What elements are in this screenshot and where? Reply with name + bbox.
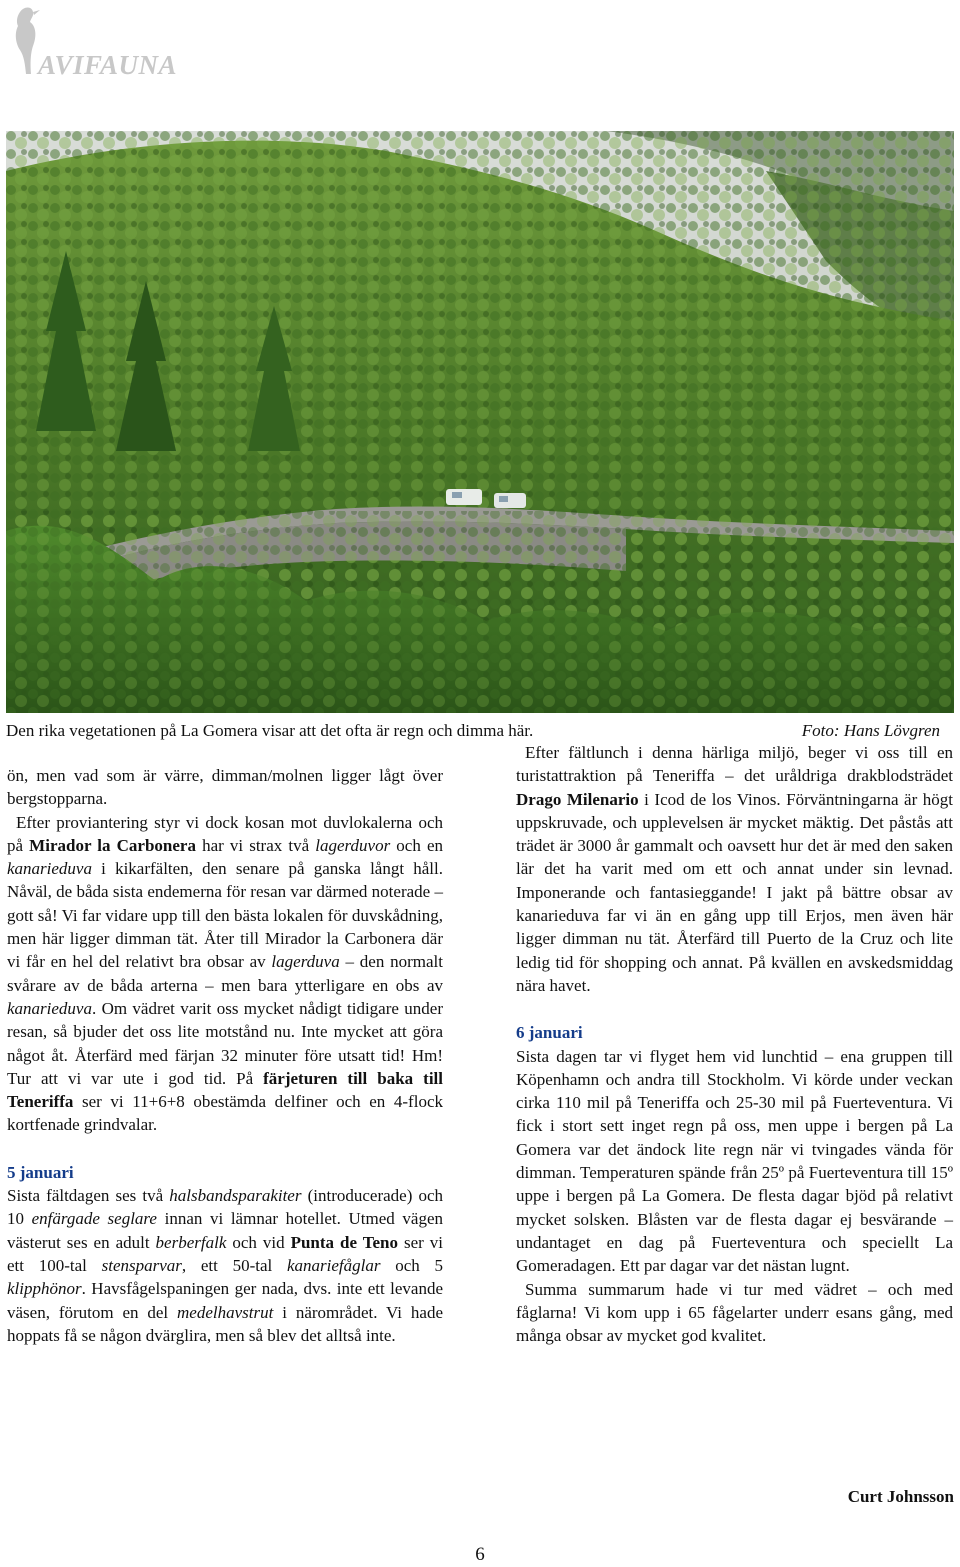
paragraph: Summa summarum hade vi tur med vädret – och med fåglarna! Vi kom upp i 65 fågelarter underr esans gång, med många obsar av mycket god kvalitet.: [516, 1279, 953, 1346]
van-1: [446, 489, 482, 505]
avifauna-logo: [6, 4, 186, 80]
paragraph: Sista fältdagen ses två halsbandsparakiter (introducerade) och 10 enfärgade seglare innan vi lämnar hotellet. Utmed vägen västerut ses en adult berberfalk och vid Punta de Teno ser vi ett 100-tal stensparvar, ett 50-tal kanariefåglar och 5 klipphönor. Havsfågelspaningen ger nada, dvs. inte ett levande väsen, förutom en del medelhavstrut i närområdet. Vi hade hoppats få se någon dvärglira, men så blev det alltså inte.: [7, 1186, 443, 1345]
page-number: 6: [475, 1544, 485, 1565]
left-column: [7, 764, 443, 1347]
author-signature: Curt Johnsson: [847, 1487, 954, 1506]
caption-text: Den rika vegetationen på La Gomera visar att det ofta är regn och dimma här.: [6, 721, 534, 740]
landscape-photo: [6, 131, 954, 713]
section-heading: 5 januari: [7, 1162, 74, 1182]
photo-credit: Foto: Hans Lövgren: [801, 721, 940, 740]
section-heading: 6 januari: [516, 1023, 583, 1043]
right-column: [516, 741, 953, 1347]
paragraph: Efter proviantering styr vi dock kosan mot duvlokalerna och på Mirador la Carbonera har vi strax två lagerduvor och en kanarieduva i kikarfälten, den senare på ganska långt håll. Nåväl, de båda sista endemerna för resan var därmed noterade – gott så! Vi far vidare upp till den bästa lokalen för duvskådning, men här ligger dimman tät. Åter till Mirador la Carbonera där vi får en hel del relativt bra obsar av lagerduva – den normalt svårare av de båda arterna – men bara ytterligare en obs av kanarieduva. Om vädret varit oss mycket nådigt tidigare under resan, så bjuder det oss lite motstånd nu. Inte mycket att göra något åt. Återfärd med färjan 32 minuter före utsatt tid! Hm! Tur att vi var ute i god tid. På färjeturen till baka till Teneriffa ser vi 11+6+8 obestämda delfiner och en 4-flock kortfenade grindvalar.: [7, 812, 444, 1135]
logo-text: AVIFAUNA: [38, 50, 178, 80]
paragraph: ön, men vad som är värre, dimman/molnen ligger lågt över bergstopparna.: [7, 766, 443, 809]
paragraph: Sista dagen tar vi flyget hem vid lunchtid – ena gruppen till Köpenhamn och andra till Stockholm. Vi körde under veckan cirka 110 mil på Teneriffa och 25-30 mil på Fuerteventura. Vi fick i stort sett inget regn på oss, men uppe i bergen på La Gomera var det ändock lite regn när vi tvingades vända för dimman. Temperaturen spände från 25º på Fuerteventura till 15º uppe i bergen på La Gomera. De flesta dagar bjöd på relativt mycket solsken. Blåsten var de flesta dagar ej besvärande – undantaget en dag på Fuerteventura och speciellt La Gomeradagen. Ett par dagar var det nästan lugnt.: [516, 1046, 953, 1276]
paragraph: Efter fältlunch i denna härliga miljö, beger vi oss till en turistattraktion på Teneriffa – det uråldriga drakblodsträdet Drago Milenario i Icod de los Vinos. Förväntningarna är högt uppskruvade, och upplevelsen är mycket mäktig. Det påstås att trädet är 3000 år gammalt och oavsett hur det är med den saken lär det ha varit med om ett och annat under sin levnad. Imponerande och fantasieggande! I jakt på bättre obsar av kanarieduva far vi än en gång upp till Erjos, men även här ligger dimman nu tät. Återfärd till Puerto de la Cruz och lite ledig tid för shopping och annat. På kvällen en avskedsmiddag nära havet.: [516, 743, 954, 995]
van-2: [494, 493, 526, 508]
